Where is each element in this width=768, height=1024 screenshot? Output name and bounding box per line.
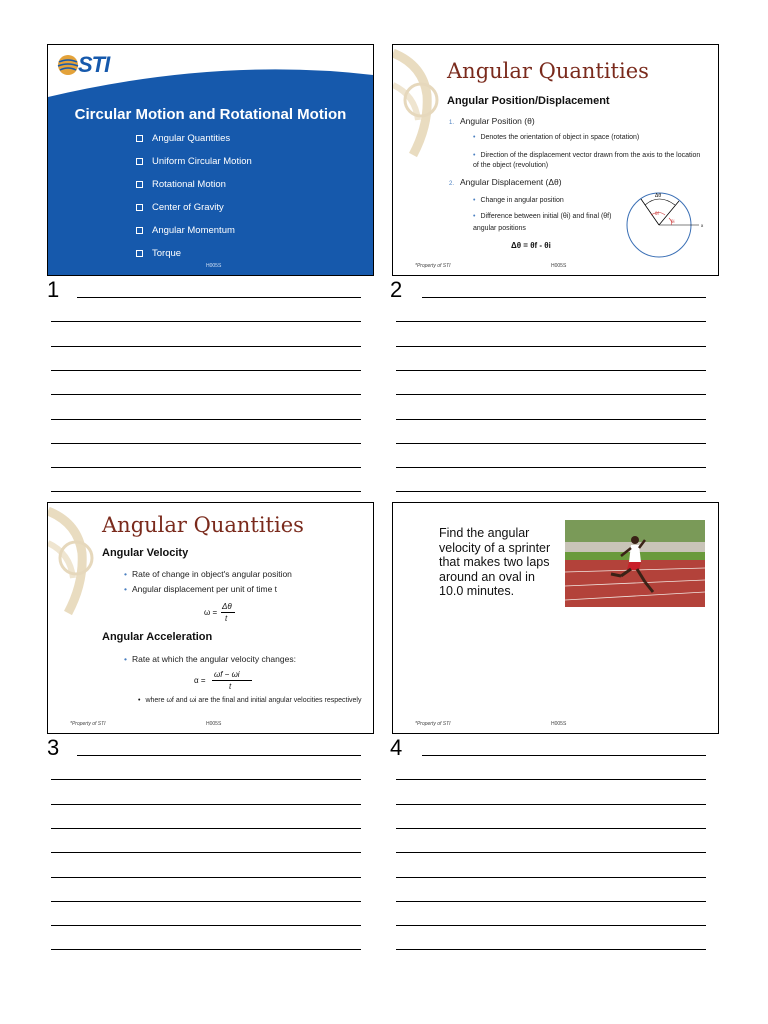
equation: Δθ = θf - θi (511, 241, 551, 250)
note-line (396, 852, 706, 853)
note-line (77, 297, 361, 298)
section-heading: Angular Acceleration (102, 631, 213, 643)
list-item: 2. Angular Displacement (Δθ) (449, 177, 562, 187)
note-line (51, 949, 361, 950)
note-line (396, 877, 706, 878)
note-line (51, 925, 361, 926)
sti-logo (56, 51, 116, 79)
decorative-curves (393, 45, 453, 165)
bullet-item: • Angular displacement per unit of time t (124, 584, 278, 594)
note-line (396, 925, 706, 926)
square-bullet-icon (136, 135, 143, 142)
note-line (51, 804, 361, 805)
slide-title: Angular Quantities (102, 513, 304, 537)
footer-code: H005S (551, 263, 567, 269)
note-line (396, 828, 706, 829)
note-line (51, 828, 361, 829)
bullet-item: • Change in angular position (473, 197, 564, 204)
slide-title: Angular Quantities (447, 59, 649, 83)
globe-icon (56, 53, 80, 77)
note-line (396, 949, 706, 950)
section-heading: Angular Velocity (102, 547, 189, 559)
sprinter-photo (565, 520, 705, 607)
logo-text: STI (78, 52, 110, 77)
note-line (51, 370, 361, 371)
decorative-curves (48, 503, 108, 623)
slide-1 (47, 44, 374, 276)
slide-number: 3 (47, 735, 60, 760)
note-line (396, 346, 706, 347)
delta-theta-label: Δθ (655, 193, 662, 199)
list-item: Rotational Motion (136, 173, 252, 196)
bullet-item: • Denotes the orientation of object in space (rotation) (473, 134, 640, 141)
slide-3: Angular Quantities Angular Velocity • Rate of change in object's angular position • Angular displacement per unit of time t ω = Δθ t Angular Acceleration • Rate at which the angular velocity changes: α = ωf − ωi t • where ωf and ωi are the final and initial angular velocities respectively *Property of STI H005S (47, 502, 374, 734)
list-item: 1. Angular Position (θ) (449, 116, 535, 126)
where-note: • where ωf and ωi are the final and initial angular velocities respectively (138, 697, 362, 704)
x-axis-label: x (701, 223, 704, 228)
theta-f-label: θf (655, 211, 659, 216)
theta-i-label: θi (671, 219, 675, 224)
note-line (396, 804, 706, 805)
note-line (51, 443, 361, 444)
note-line (51, 419, 361, 420)
note-line (396, 491, 706, 492)
question-text: Find the angular velocity of a sprinter that makes two laps around an oval in 10.0 minutes. (439, 526, 551, 598)
note-line (396, 370, 706, 371)
note-line (396, 779, 706, 780)
square-bullet-icon (136, 227, 143, 234)
note-line (51, 852, 361, 853)
slide-number: 2 (390, 277, 403, 302)
note-line (422, 755, 706, 756)
angular-displacement-diagram (621, 185, 711, 260)
note-line (396, 321, 706, 322)
slide-number: 4 (390, 735, 403, 760)
square-bullet-icon (136, 181, 143, 188)
square-bullet-icon (136, 158, 143, 165)
square-bullet-icon (136, 204, 143, 211)
bullet-item: • Difference between initial (θi) and final (θf) angular positions (473, 213, 612, 232)
note-line (51, 491, 361, 492)
note-line (51, 321, 361, 322)
footer-code: H005S (551, 721, 567, 727)
list-item: Angular Quantities (136, 127, 252, 150)
square-bullet-icon (136, 250, 143, 257)
list-item: Center of Gravity (136, 196, 252, 219)
footer-property: *Property of STI (415, 721, 451, 727)
footer-code: H005S (206, 263, 222, 269)
list-item: Torque (136, 242, 252, 265)
bullet-item: • Rate of change in object's angular position (124, 569, 292, 579)
note-line (396, 443, 706, 444)
note-line (396, 467, 706, 468)
footer-property: *Property of STI (70, 721, 106, 727)
footer-code: H005S (206, 721, 222, 727)
topic-list (136, 127, 252, 265)
footer-property: *Property of STI (415, 263, 451, 269)
note-line (51, 779, 361, 780)
slide-title: Circular Motion and Rotational Motion (74, 106, 347, 123)
slide-number: 1 (47, 277, 60, 302)
section-heading: Angular Position/Displacement (447, 95, 610, 107)
bullet-item: • Direction of the displacement vector drawn from the axis to the location of the object (revolution) (473, 152, 701, 169)
note-line (51, 467, 361, 468)
note-line (77, 755, 361, 756)
note-line (396, 394, 706, 395)
note-line (396, 419, 706, 420)
list-item: Uniform Circular Motion (136, 150, 252, 173)
slide-2 (392, 44, 719, 276)
note-line (51, 877, 361, 878)
list-item: Angular Momentum (136, 219, 252, 242)
bullet-item: • Rate at which the angular velocity changes: (124, 654, 296, 664)
note-line (396, 901, 706, 902)
note-line (51, 901, 361, 902)
slide-4 (392, 502, 719, 734)
note-line (51, 346, 361, 347)
note-line (51, 394, 361, 395)
note-line (422, 297, 706, 298)
